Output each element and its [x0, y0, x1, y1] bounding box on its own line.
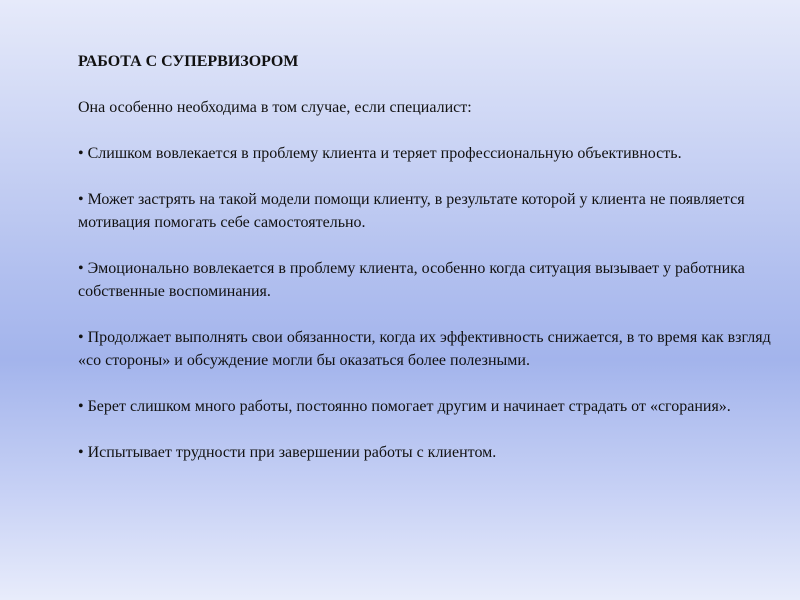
slide-content — [78, 50, 778, 464]
bullet-item: • Слишком вовлекается в проблему клиента и теряет профессиональную объективность. — [78, 145, 682, 162]
slide-title: РАБОТА С СУПЕРВИЗОРОМ — [78, 53, 299, 70]
bullet-item: • Может застрять на такой модели помощи клиенту, в результате которой у клиента не появляется мотивация помогать себе самостоятельно. — [78, 191, 745, 231]
bullet-item: • Берет слишком много работы, постоянно помогает другим и начинает страдать от «сгорания». — [78, 398, 731, 415]
bullet-item: • Эмоционально вовлекается в проблему клиента, особенно когда ситуация вызывает у работника собственные воспоминания. — [78, 260, 745, 300]
bullet-item: • Продолжает выполнять свои обязанности, когда их эффективность снижается, в то время как взгляд «со стороны» и обсуждение могли бы оказаться более полезными. — [78, 329, 771, 369]
slide-intro: Она особенно необходима в том случае, если специалист: — [78, 99, 472, 116]
bullet-item: • Испытывает трудности при завершении работы с клиентом. — [78, 444, 497, 461]
